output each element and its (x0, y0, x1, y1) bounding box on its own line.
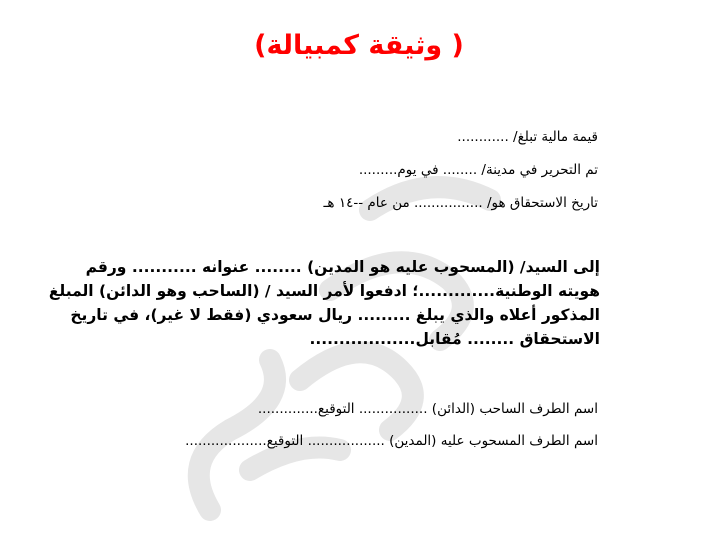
paragraph-line: الاستحقاق ........ مُقابل.................. (309, 330, 600, 348)
paragraph-line: إلى السيد/ (المسحوب عليه هو المدين) ........ عنوانه ........... ورقم (85, 258, 600, 276)
paragraph-line: هويته الوطنية.............؛ ادفعوا لأمر السيد / (الساحب وهو الدائن) المبلغ (48, 282, 600, 300)
issue-field: تم التحرير في مدينة/ ........ في يوم......... (358, 162, 598, 178)
document-title: ( وثيقة كمبيالة) (254, 30, 464, 61)
drawer-signature-field: اسم الطرف الساحب (الدائن) ................ التوقيع.............. (257, 401, 598, 417)
due-date-field: تاريخ الاستحقاق هو/ ................ من عام --١٤ هـ (323, 195, 598, 211)
paragraph-line: المذكور أعلاه والذي يبلغ ......... ريال سعودي (فقط لا غير)، في تاريخ (70, 306, 600, 324)
drawee-signature-field: اسم الطرف المسحوب عليه (المدين) .................. التوقيع................... (185, 433, 598, 449)
instruction-paragraph (48, 255, 600, 351)
value-field: قيمة مالية تبلغ/ ............ (457, 129, 598, 145)
